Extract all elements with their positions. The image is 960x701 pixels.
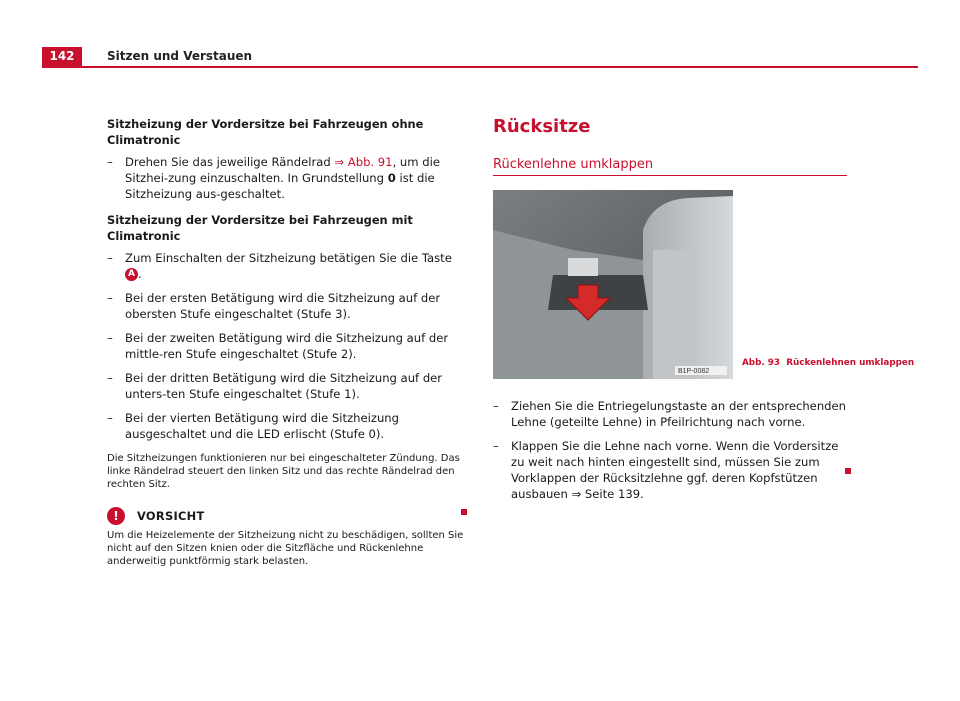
figure-code: B1P-0082 <box>678 368 710 375</box>
left-column <box>107 116 464 568</box>
list-item <box>107 370 464 402</box>
list-item <box>493 398 850 430</box>
caption-text: Rückenlehnen umklappen <box>786 358 915 368</box>
dash-marker: – <box>107 331 113 345</box>
figure-caption <box>742 358 914 369</box>
warning-icon: ! <box>107 507 125 525</box>
heading-without-climatronic: Sitzheizung der Vordersitze bei Fahrzeugen ohne Climatronic <box>107 117 424 147</box>
item-text: Drehen Sie das jeweilige Rändelrad <box>125 155 335 169</box>
dash-marker: – <box>493 399 499 413</box>
item-text: ist die Sitzheizung aus-geschaltet. <box>125 171 435 201</box>
dash-marker: – <box>493 439 499 453</box>
list-item <box>107 330 464 362</box>
item-text: Ziehen Sie die Entriegelungstaste an der entsprechenden Lehne (geteilte Lehne) in Pfeilrichtung nach vorne. <box>511 399 847 429</box>
section-title: Rücksitze <box>493 116 591 137</box>
list-item <box>107 290 464 322</box>
dash-marker: – <box>107 411 113 425</box>
end-marker <box>845 468 851 474</box>
figure-rear-seat <box>493 190 733 379</box>
list-item <box>107 250 464 282</box>
item-bold: 0 <box>387 171 396 185</box>
item-text: Bei der vierten Betätigung wird die Sitzheizung ausgeschaltet und die LED erlischt (Stufe 0). <box>125 411 399 441</box>
item-text: Zum Einschalten der Sitzheizung betätigen Sie die Taste <box>125 251 452 265</box>
dash-marker: – <box>107 371 113 385</box>
dash-marker: – <box>107 251 113 265</box>
right-list <box>493 398 850 510</box>
subsection-title: Rückenlehne umklappen <box>493 157 654 172</box>
header-rule <box>42 66 918 68</box>
list-item <box>107 154 464 202</box>
caution-label: VORSICHT <box>137 509 205 523</box>
item-text: Bei der ersten Betätigung wird die Sitzheizung auf der obersten Stufe eingeschaltet (Stufe 3). <box>125 291 441 321</box>
caution-text: Um die Heizelemente der Sitzheizung nicht zu beschädigen, sollten Sie nicht auf den Sitzen knien oder die Sitzfläche und Rückenlehne anderweitig punktförmig stark belasten. <box>107 530 464 567</box>
item-text: , um die Sitzhei-zung einzuschalten. In Grundstellung <box>125 155 440 185</box>
dash-marker: – <box>107 155 113 169</box>
rear-seat-illustration <box>493 190 733 379</box>
item-text: Klappen Sie die Lehne nach vorne. Wenn die Vordersitze zu weit nach hinten eingestellt sind, müssen Sie zum Vorklappen der Rücksitzlehne ggf. deren Kopfstützen ausbauen ⇒ Seite 139. <box>511 439 839 501</box>
section-rule <box>493 175 847 176</box>
heading-with-climatronic: Sitzheizung der Vordersitze bei Fahrzeugen mit Climatronic <box>107 213 413 243</box>
page-number: 142 <box>42 47 82 66</box>
dash-marker: – <box>107 291 113 305</box>
release-button <box>568 258 598 276</box>
note-text: Die Sitzheizungen funktionieren nur bei eingeschalteter Zündung. Das linke Rändelrad steuert den linken Sitz und das rechte Rändelrad den rechten Sitz. <box>107 453 460 490</box>
caution-header <box>107 507 464 525</box>
caption-number: Abb. 93 <box>742 358 781 368</box>
figure-link[interactable]: ⇒ Abb. 91 <box>334 155 393 169</box>
chapter-title: Sitzen und Verstauen <box>107 49 253 63</box>
list-item <box>493 438 850 502</box>
button-a-icon: A <box>125 268 138 281</box>
item-text: . <box>138 267 142 281</box>
seat-back-right <box>653 250 693 379</box>
list-item <box>107 410 464 442</box>
item-text: Bei der dritten Betätigung wird die Sitzheizung auf der unters-ten Stufe eingeschaltet (Stufe 1). <box>125 371 443 401</box>
end-marker <box>461 509 467 515</box>
item-text: Bei der zweiten Betätigung wird die Sitzheizung auf der mittle-ren Stufe eingeschaltet (Stufe 2). <box>125 331 449 361</box>
